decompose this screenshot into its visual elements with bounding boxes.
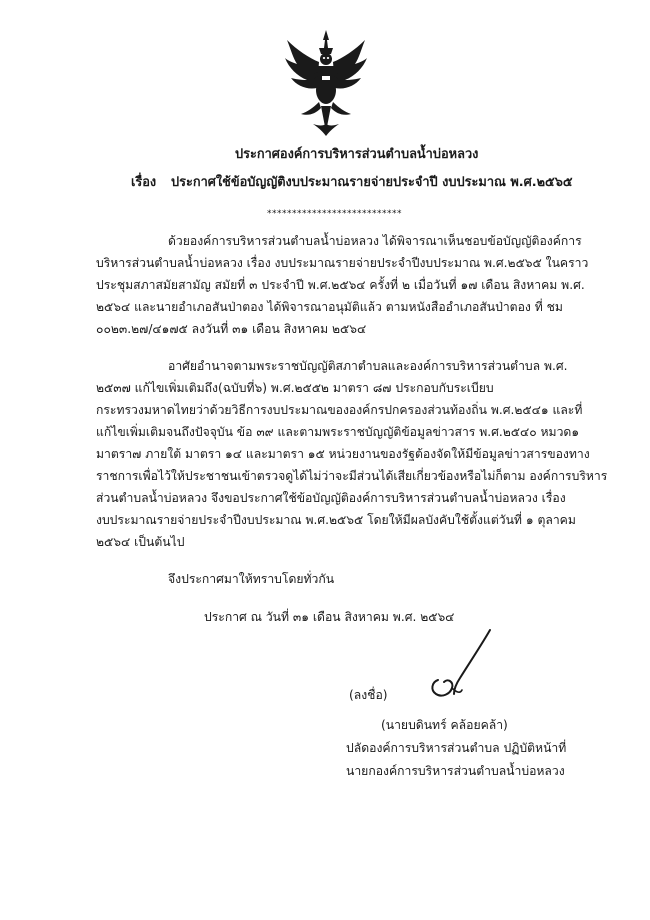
paragraph-line: กระทรวงมหาดไทยว่าด้วยวิธีการงบประมาณขององค์กรปกครองส่วนท้องถิ่น พ.ศ.๒๕๔๑ และที่	[96, 403, 583, 417]
paragraph-line: ด้วยองค์การบริหารส่วนตำบลน้ำบ่อหลวง ได้พิจารณาเห็นชอบข้อบัญญัติองค์การ	[168, 234, 582, 248]
announcement-date: ประกาศ ณ วันที่ ๓๑ เดือน สิงหาคม พ.ศ. ๒๕๖๔	[204, 610, 455, 624]
garuda-emblem-icon	[283, 28, 369, 138]
paragraph-line: อาศัยอำนาจตามพระราชบัญญัติสภาตำบลและองค์การบริหารส่วนตำบล พ.ศ.	[168, 359, 568, 373]
paragraph-line: งบประมาณรายจ่ายประจำปีงบประมาณ พ.ศ.๒๕๖๕ โดยให้มีผลบังคับใช้ตั้งแต่วันที่ ๑ ตุลาคม	[96, 513, 576, 527]
paragraph-line: แก้ไขเพิ่มเติมจนถึงปัจจุบัน ข้อ ๓๙ และตามพระราชบัญญัติข้อมูลข่าวสาร พ.ศ.๒๕๔๐ หมวด๑	[96, 425, 580, 439]
paragraph-line: ส่วนตำบลน้ำบ่อหลวง จึงขอประกาศใช้ข้อบัญญัติองค์การบริหารส่วนตำบลน้ำบ่อหลวง เรื่อง	[96, 491, 566, 505]
paragraph-line: ๐๐๒๓.๒๗/๔๑๗๕ ลงวันที่ ๓๑ เดือน สิงหาคม ๒๕๖๔	[96, 322, 367, 336]
document-subject: ประกาศใช้ข้อบัญญัติงบประมาณรายจ่ายประจำปี งบประมาณ พ.ศ.๒๕๖๕	[171, 175, 573, 190]
separator-line: ***************************	[267, 209, 402, 219]
document-title: ประกาศองค์การบริหารส่วนตำบลน้ำบ่อหลวง	[235, 147, 479, 162]
closing-sentence: จึงประกาศมาให้ทราบโดยทั่วกัน	[168, 572, 335, 586]
paragraph-line: ๒๕๖๔ และนายอำเภอสันป่าตอง ได้พิจารณาอนุมัติแล้ว ตามหนังสืออำเภอสันป่าตอง ที่ ชม	[96, 300, 563, 314]
handwritten-signature-icon	[416, 628, 496, 708]
signer-name: (นายบดินทร์ คล้อยคล้า)	[381, 718, 508, 732]
paragraph-line: บริหารส่วนตำบลน้ำบ่อหลวง เรื่อง งบประมาณรายจ่ายประจำปีงบประมาณ พ.ศ.๒๕๖๕ ในคราว	[96, 256, 589, 270]
paragraph-line: ประชุมสภาสมัยสามัญ สมัยที่ ๓ ประจำปี พ.ศ.๒๕๖๔ ครั้งที่ ๒ เมื่อวันที่ ๑๗ เดือน สิงหาคม พ.ศ.	[96, 278, 585, 292]
subject-label: เรื่อง	[131, 175, 157, 190]
signer-position-1: ปลัดองค์การบริหารส่วนตำบล ปฏิบัติหน้าที่	[346, 741, 567, 755]
paragraph-line: ๒๕๓๗ แก้ไขเพิ่มเติมถึง(ฉบับที่๖) พ.ศ.๒๕๕๒ มาตรา ๘๗ ประกอบกับระเบียบ	[96, 381, 494, 395]
paragraph-line: ราชการเพื่อไว้ให้ประชาชนเข้าตรวจดูได้ไม่ว่าจะมีส่วนได้เสียเกี่ยวข้องหรือไม่ก็ตาม องค์การบริหาร	[96, 469, 608, 483]
signer-position-2: นายกองค์การบริหารส่วนตำบลน้ำบ่อหลวง	[346, 764, 565, 778]
paragraph-line: ๒๕๖๔ เป็นต้นไป	[96, 535, 185, 549]
paragraph-line: มาตรา๗ ภายใต้ มาตรา ๑๔ และมาตรา ๑๕ หน่วยงานของรัฐต้องจัดให้มีข้อมูลข่าวสารของทาง	[96, 447, 590, 461]
signed-label: (ลงชื่อ)	[349, 688, 388, 702]
